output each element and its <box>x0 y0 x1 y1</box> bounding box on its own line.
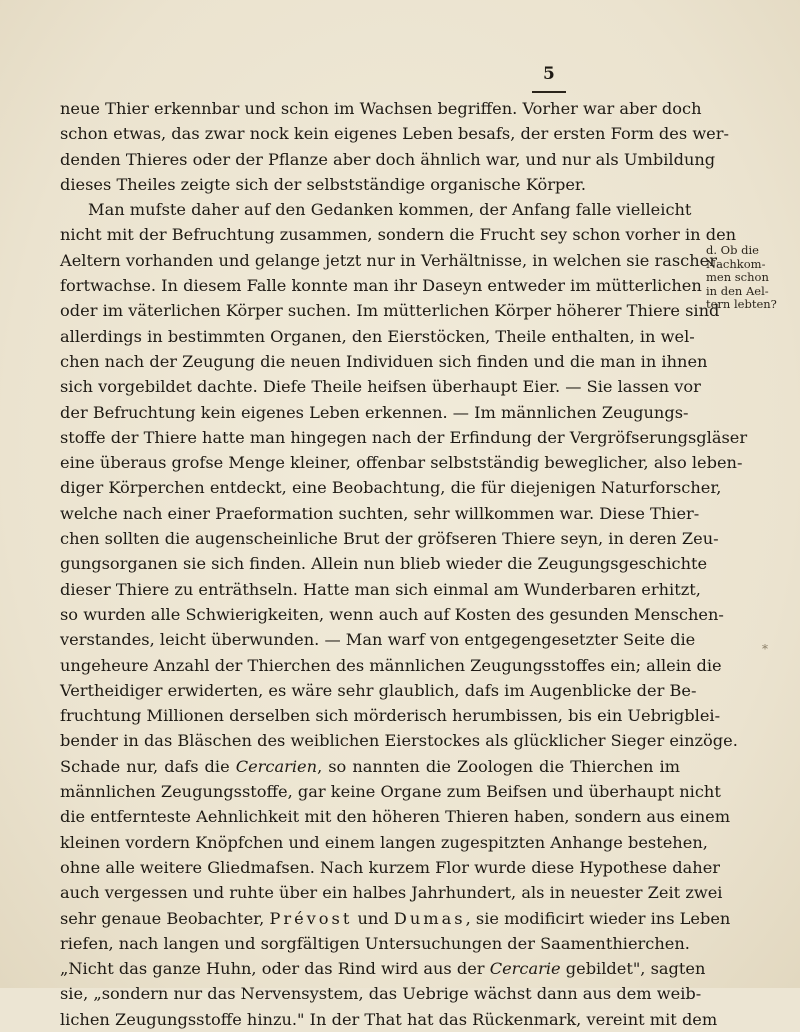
text-line: chen nach der Zeugung die neuen Individuen sich finden und die man in ihnen <box>60 351 708 371</box>
text-line: neue Thier erkennbar und schon im Wachsen begriffen. Vorher war aber doch <box>60 99 702 118</box>
italic-term: Cercarien <box>235 756 318 776</box>
text-run: Schade nur, dafs die <box>60 756 236 776</box>
text-line: der Befruchtung kein eigenes Leben erkennen. — Im männlichen Zeugungs- <box>60 402 689 422</box>
text-line: dieses Theiles zeigte sich der selbstständige organische Körper. <box>60 174 587 194</box>
text-line: so wurden alle Schwierigkeiten, wenn auch auf Kosten des gesunden Menschen- <box>60 604 724 624</box>
text-line: sie, „sondern nur das Nervensystem, das Uebrige wächst dann aus dem weib- <box>60 984 702 1004</box>
author-name: Prévost <box>269 908 353 928</box>
text-line: oder im väterlichen Körper suchen. Im mütterlichen Körper höherer Thiere sind <box>60 301 720 321</box>
page-number-rule <box>532 91 566 93</box>
text-line: Vertheidiger erwiderten, es wäre sehr glaublich, dafs im Augenblicke der Be- <box>60 680 697 700</box>
text-line: allerdings in bestimmten Organen, den Eierstöcken, Theile enthalten, in wel- <box>60 326 695 346</box>
text-line: eine überaus grofse Menge kleiner, offenbar selbstständig beweglicher, also leben- <box>60 453 743 473</box>
text-line: Man mufste daher auf den Gedanken kommen, der Anfang falle vielleicht <box>88 200 692 220</box>
text-line: fruchtung Millionen derselben sich mörderisch herumbissen, bis ein Uebrigblei- <box>60 706 721 726</box>
text-line: diger Körperchen entdeckt, eine Beobachtung, die für diejenigen Naturforscher, <box>60 478 722 498</box>
text-line: verstandes, leicht überwunden. — Man warf von entgegengesetzter Seite die <box>60 630 696 650</box>
italic-term: Cercarie <box>489 959 561 979</box>
text-run: , so nannten die Zoologen die Thierchen im <box>317 756 680 776</box>
margin-note-line: Nachkom- <box>706 256 766 271</box>
text-line: bender in das Bläschen des weiblichen Eierstockes als glücklicher Sieger einzöge. <box>60 731 738 751</box>
text-line: kleinen vordern Knöpfchen und einem langen zugespitzten Anhange bestehen, <box>60 832 708 852</box>
text-line: welche nach einer Praeformation suchten, sehr willkommen war. Diese Thier- <box>60 503 700 523</box>
text-line: chen sollten die augenscheinliche Brut der gröfseren Thiere seyn, in deren Zeu- <box>60 529 719 549</box>
text-line: stoffe der Thiere hatte man hingegen nach der Erfindung der Vergröfserungsgläser <box>60 427 748 447</box>
text-line: Aeltern vorhanden und gelange jetzt nur in Verhältnisse, in welchen sie rascher <box>60 250 717 270</box>
text-line: denden Thieres oder der Pflanze aber doch ähnlich war, und nur als Umbildung <box>60 149 716 169</box>
text-line: nicht mit der Befruchtung zusammen, sondern die Frucht sey schon vorher in den <box>60 225 737 245</box>
text-run: gebildet", sagten <box>560 959 706 979</box>
text-line <box>60 906 731 931</box>
margin-note-line: tern lebten? <box>706 297 777 311</box>
text-line: dieser Thiere zu enträthseln. Hatte man sich einmal am Wunderbaren erhitzt, <box>60 579 701 599</box>
margin-note-line: d. Ob die <box>706 243 759 257</box>
margin-asterisk: * <box>762 642 768 656</box>
text-line: gungsorganen sie sich finden. Allein nun blieb wieder die Zeugungsgeschichte <box>60 554 708 574</box>
page-number: 5 <box>543 64 555 84</box>
text-line: ungeheure Anzahl der Thierchen des männlichen Zeugungsstoffes ein; allein die <box>60 655 722 675</box>
text-line: die entfernteste Aehnlichkeit mit den höheren Thieren haben, sondern aus einem <box>60 807 731 827</box>
text-line: männlichen Zeugungsstoffe, gar keine Organe zum Beifsen und überhaupt nicht <box>60 782 721 802</box>
margin-note <box>706 244 796 312</box>
text-line <box>60 956 706 981</box>
text-line: sich vorgebildet dachte. Diefe Theile heifsen überhaupt Eier. — Sie lassen vor <box>60 377 701 397</box>
text-line: riefen, nach langen und sorgfältigen Untersuchungen der Saamenthierchen. <box>60 933 690 953</box>
margin-note-line: in den Ael- <box>706 283 769 298</box>
text-run: sehr genaue Beobachter, <box>60 908 270 928</box>
text-line: schon etwas, das zwar nock kein eigenes Leben besafs, der ersten Form des wer- <box>60 124 729 144</box>
text-run: und <box>352 908 394 928</box>
margin-note-line: men schon <box>706 270 769 284</box>
author-name: Dumas <box>393 908 466 928</box>
text-line: auch vergessen und ruhte über ein halbes Jahrhundert, als in neuester Zeit zwei <box>60 883 723 903</box>
text-line: ohne alle weitere Gliedmafsen. Nach kurzem Flor wurde diese Hypothese daher <box>60 857 721 877</box>
text-run: , sie modificirt wieder ins Leben <box>465 908 731 928</box>
text-line: lichen Zeugungsstoffe hinzu." In der That hat das Rückenmark, vereint mit dem <box>60 1009 718 1029</box>
text-line <box>60 754 680 779</box>
text-run: „Nicht das ganze Huhn, oder das Rind wird aus der <box>60 959 490 979</box>
text-line: fortwachse. In diesem Falle konnte man ihr Daseyn entweder im mütterlichen <box>60 276 702 296</box>
